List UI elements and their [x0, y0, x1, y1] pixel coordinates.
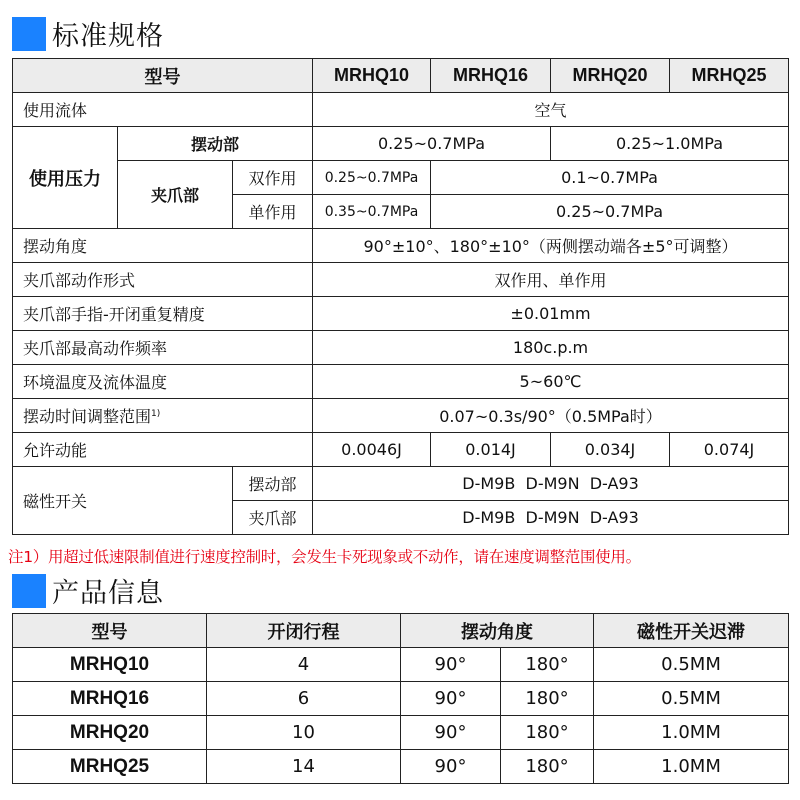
header-model-mrhq10: MRHQ10	[313, 59, 431, 93]
swing-time-value: 0.07~0.3s/90°（0.5MPa时）	[313, 399, 789, 433]
switch-rotary-value: D-M9B D-M9N D-A93	[313, 467, 789, 501]
header-model-mrhq20: MRHQ20	[551, 59, 670, 93]
pressure-gripper-label: 夹爪部	[118, 161, 233, 229]
pressure-label: 使用压力	[13, 127, 118, 229]
repeatability-label: 夹爪部手指-开闭重复精度	[13, 297, 313, 331]
product-row	[13, 716, 789, 750]
product-stroke: 6	[207, 682, 401, 716]
product-row	[13, 750, 789, 784]
row-pressure-double	[13, 161, 789, 195]
swing-angle-label: 摆动角度	[13, 229, 313, 263]
product-model: MRHQ16	[13, 682, 207, 716]
spec-table	[12, 58, 789, 535]
row-grip-action	[13, 263, 789, 297]
product-angle-180: 180°	[501, 682, 594, 716]
grip-action-label: 夹爪部动作形式	[13, 263, 313, 297]
product-angle-180: 180°	[501, 648, 594, 682]
section-title-text: 产品信息	[52, 578, 164, 609]
pressure-rotary-value-small: 0.25~0.7MPa	[313, 127, 551, 161]
swing-time-label	[13, 399, 313, 433]
product-angle-180: 180°	[501, 716, 594, 750]
temperature-label: 环境温度及流体温度	[13, 365, 313, 399]
single-acting-value-others: 0.25~0.7MPa	[431, 195, 789, 229]
product-angle-90: 90°	[401, 750, 501, 784]
row-max-freq	[13, 331, 789, 365]
spec-header-row	[13, 59, 789, 93]
kinetic-energy-mrhq25: 0.074J	[670, 433, 789, 467]
row-kinetic-energy	[13, 433, 789, 467]
double-acting-label: 双作用	[233, 161, 313, 195]
switch-gripper-value: D-M9B D-M9N D-A93	[313, 501, 789, 535]
row-repeatability	[13, 297, 789, 331]
header-model-mrhq16: MRHQ16	[431, 59, 551, 93]
product-model: MRHQ25	[13, 750, 207, 784]
blue-square-icon	[12, 574, 46, 608]
product-hysteresis: 1.0MM	[594, 750, 789, 784]
product-row	[13, 648, 789, 682]
switch-gripper-label: 夹爪部	[233, 501, 313, 535]
kinetic-energy-mrhq20: 0.034J	[551, 433, 670, 467]
product-angle-90: 90°	[401, 648, 501, 682]
grip-action-value: 双作用、单作用	[313, 263, 789, 297]
kinetic-energy-mrhq16: 0.014J	[431, 433, 551, 467]
row-fluid	[13, 93, 789, 127]
kinetic-energy-label: 允许动能	[13, 433, 313, 467]
footnote-text: 注1）用超过低速限制值进行速度控制时，会发生卡死现象或不动作，请在速度调整范围使用。	[8, 548, 641, 566]
product-angle-180: 180°	[501, 750, 594, 784]
switch-label: 磁性开关	[13, 467, 233, 535]
row-pressure-rotary	[13, 127, 789, 161]
product-angle-90: 90°	[401, 716, 501, 750]
product-hysteresis: 0.5MM	[594, 648, 789, 682]
product-header-row	[13, 614, 789, 648]
header-model-mrhq25: MRHQ25	[670, 59, 789, 93]
section-title-product-info	[12, 571, 164, 610]
blue-square-icon	[12, 17, 46, 51]
footnote-mark: 1)	[151, 409, 161, 419]
header-swing-angle: 摆动角度	[401, 614, 594, 648]
row-swing-time	[13, 399, 789, 433]
row-temperature	[13, 365, 789, 399]
product-stroke: 14	[207, 750, 401, 784]
pressure-rotary-label: 摆动部	[118, 127, 313, 161]
double-acting-value-mrhq10: 0.25~0.7MPa	[313, 161, 431, 195]
header-model-label: 型号	[13, 59, 313, 93]
header-hysteresis: 磁性开关迟滞	[594, 614, 789, 648]
swing-angle-value: 90°±10°、180°±10°（两侧摆动端各±5°可调整）	[313, 229, 789, 263]
pressure-rotary-value-large: 0.25~1.0MPa	[551, 127, 789, 161]
double-acting-value-others: 0.1~0.7MPa	[431, 161, 789, 195]
product-hysteresis: 1.0MM	[594, 716, 789, 750]
header-stroke: 开闭行程	[207, 614, 401, 648]
max-freq-value: 180c.p.m	[313, 331, 789, 365]
section-title-text: 标准规格	[52, 21, 164, 52]
swing-time-label-text: 摆动时间调整范围	[23, 407, 152, 426]
section-title-standard-spec	[12, 14, 164, 53]
max-freq-label: 夹爪部最高动作频率	[13, 331, 313, 365]
product-stroke: 10	[207, 716, 401, 750]
kinetic-energy-mrhq10: 0.0046J	[313, 433, 431, 467]
single-acting-value-mrhq10: 0.35~0.7MPa	[313, 195, 431, 229]
product-stroke: 4	[207, 648, 401, 682]
header-model: 型号	[13, 614, 207, 648]
fluid-label: 使用流体	[13, 93, 313, 127]
row-switch-rotary	[13, 467, 789, 501]
single-acting-label: 单作用	[233, 195, 313, 229]
product-model: MRHQ10	[13, 648, 207, 682]
product-angle-90: 90°	[401, 682, 501, 716]
fluid-value: 空气	[313, 93, 789, 127]
row-swing-angle	[13, 229, 789, 263]
repeatability-value: ±0.01mm	[313, 297, 789, 331]
temperature-value: 5~60℃	[313, 365, 789, 399]
product-table	[12, 613, 789, 784]
switch-rotary-label: 摆动部	[233, 467, 313, 501]
product-model: MRHQ20	[13, 716, 207, 750]
product-row	[13, 682, 789, 716]
product-hysteresis: 0.5MM	[594, 682, 789, 716]
